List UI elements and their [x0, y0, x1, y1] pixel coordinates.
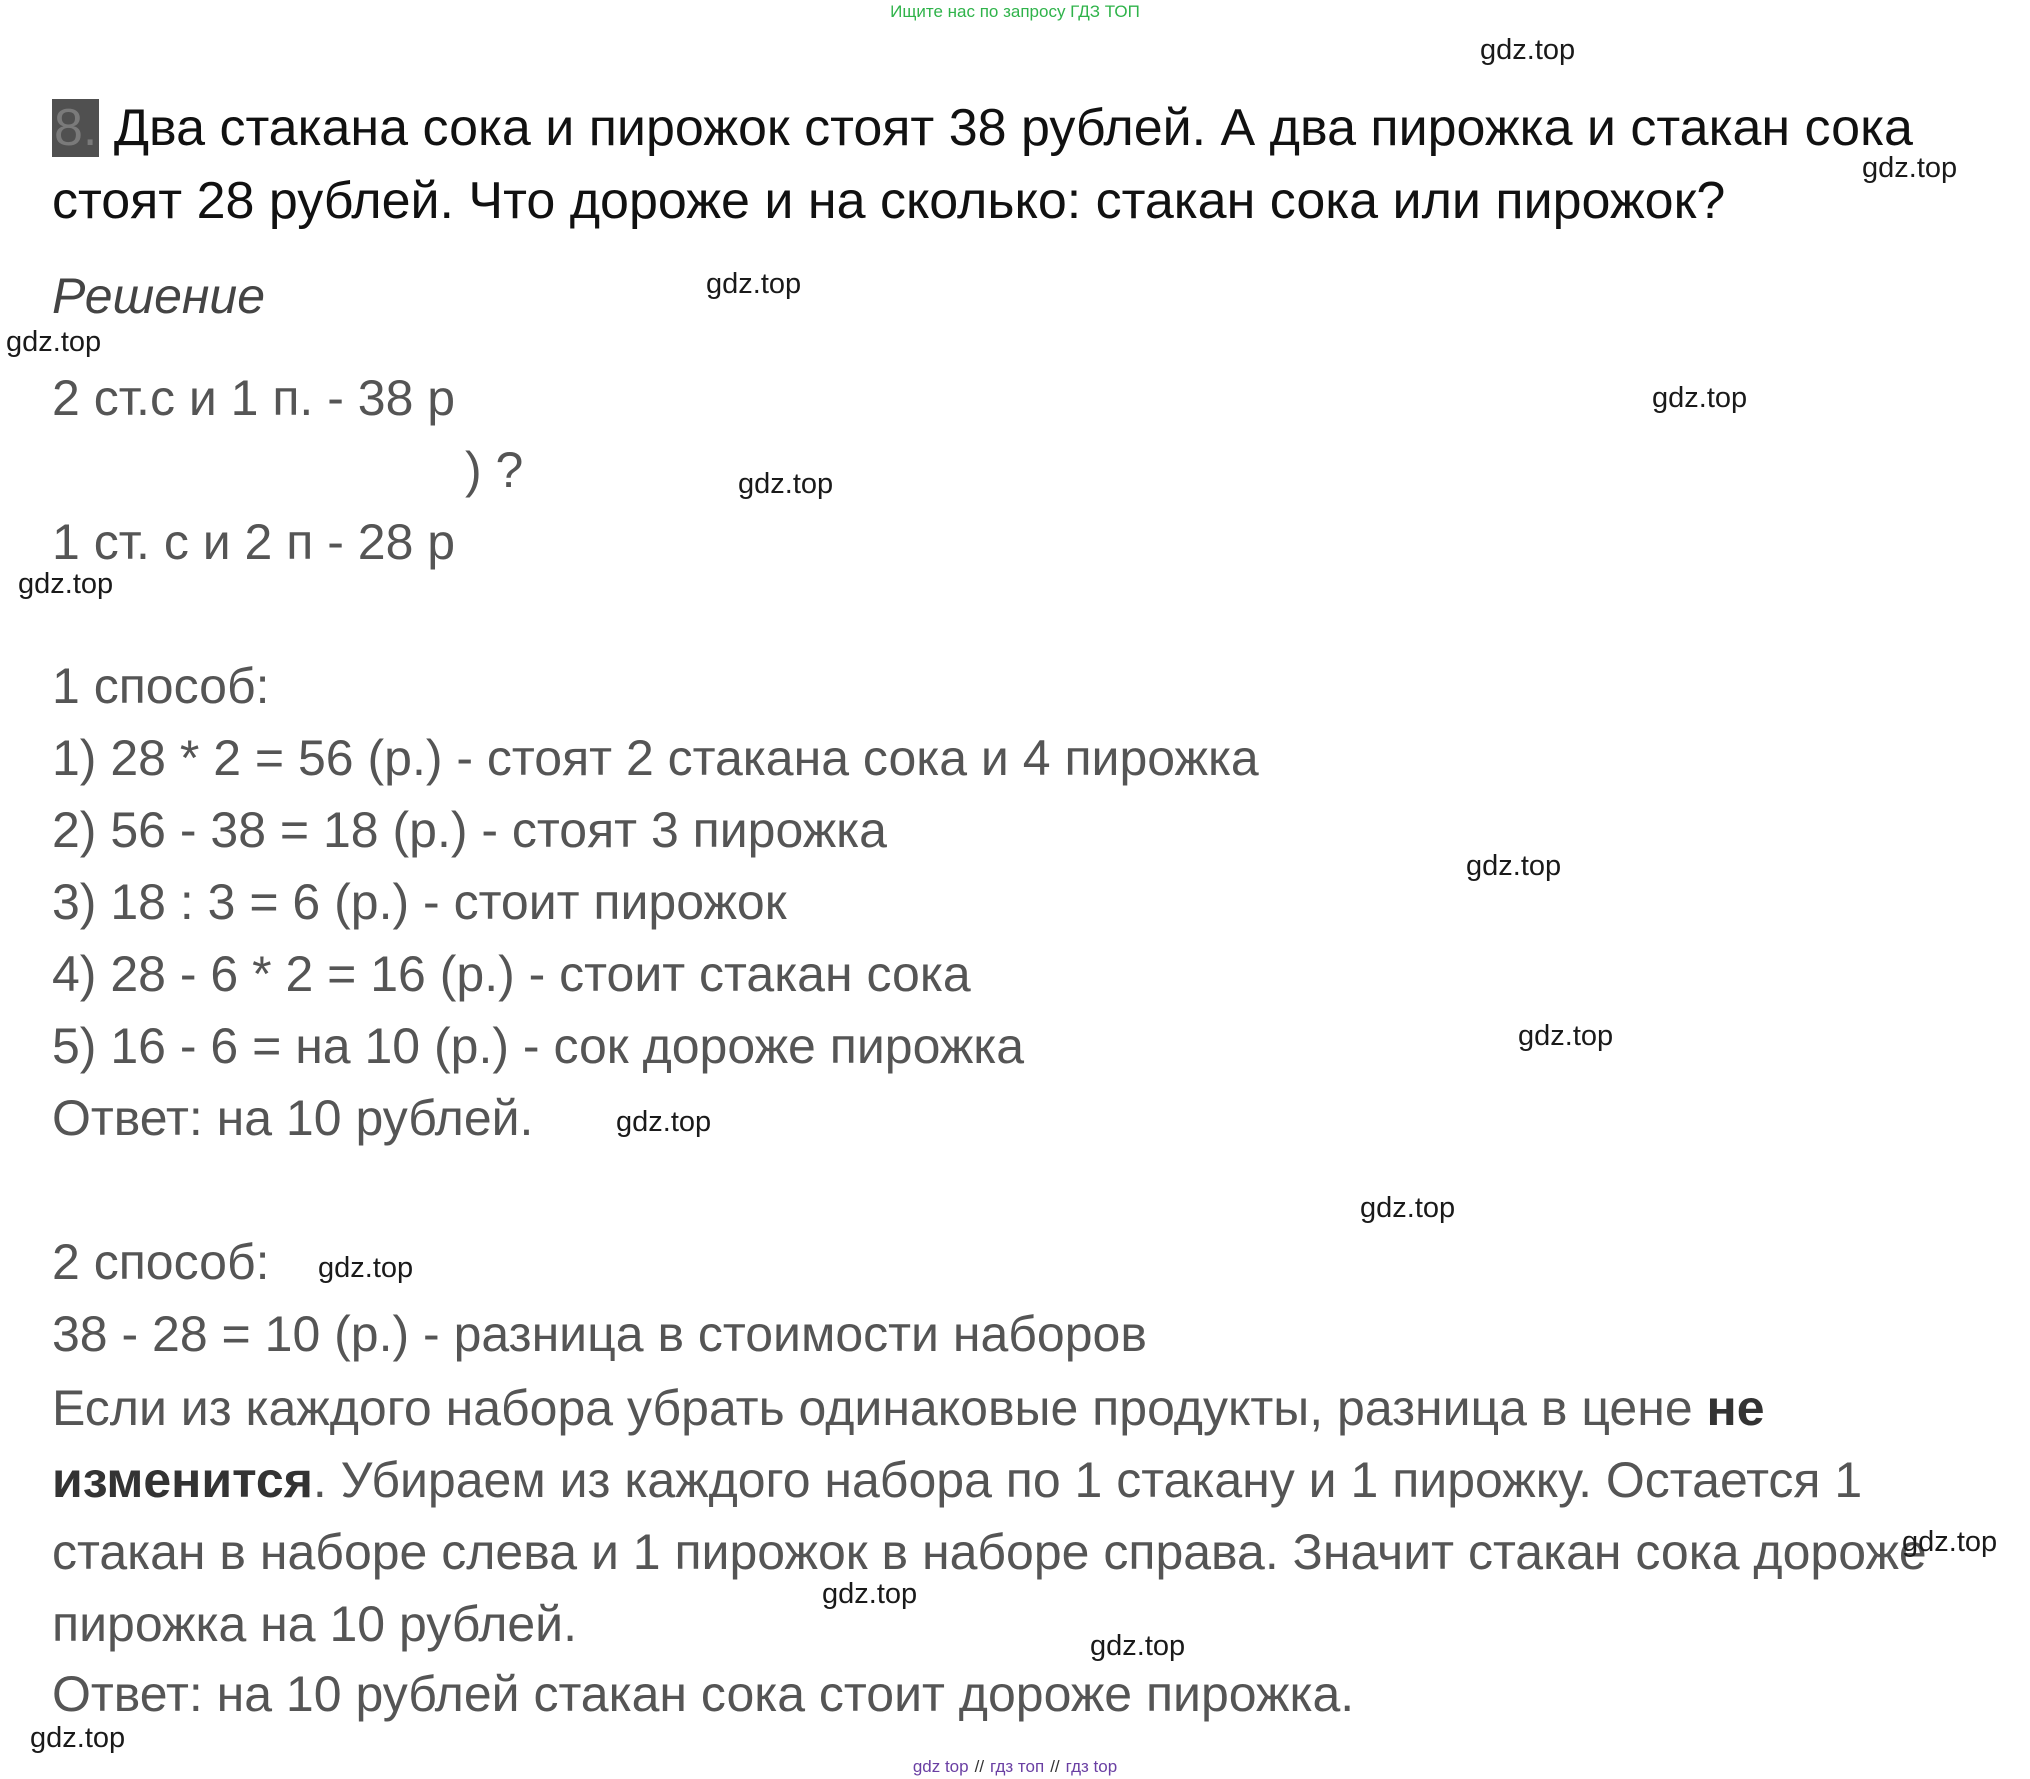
given-line-2: 1 ст. с и 2 п - 28 р: [52, 514, 456, 570]
watermark: gdz.top: [1862, 152, 1958, 184]
method2-explanation-part2: . Убираем из каждого набора по 1 стакану и 1 пирожку. Остается 1 стакан в наборе слева и 1 пирожок в наборе справа. Значит стакан сока дороже пирожка на 10 рублей.: [52, 1452, 1927, 1652]
method1-step-5: 5) 16 - 6 = на 10 (р.) - сок дороже пирожка: [52, 1018, 1025, 1074]
method2-line-1: 38 - 28 = 10 (р.) - разница в стоимости наборов: [52, 1306, 1147, 1362]
watermark: gdz.top: [318, 1252, 414, 1284]
bottom-banner: [0, 1757, 2030, 1777]
method2-title: 2 способ:: [52, 1234, 270, 1290]
method2-answer: Ответ: на 10 рублей стакан сока стоит дороже пирожка.: [52, 1666, 1355, 1722]
watermark: gdz.top: [1090, 1630, 1186, 1662]
method2-explanation-bold: не изменится: [52, 1380, 1765, 1508]
bottom-banner-link-3[interactable]: гдз top: [1065, 1757, 1118, 1776]
watermark: gdz.top: [30, 1722, 126, 1754]
given-line-1: 2 ст.с и 1 п. - 38 р: [52, 370, 456, 426]
watermark: gdz.top: [1652, 382, 1748, 414]
watermark: gdz.top: [616, 1106, 712, 1138]
task-statement: [52, 92, 2012, 238]
method1-step-1: 1) 28 * 2 = 56 (р.) - стоят 2 стакана сока и 4 пирожка: [52, 730, 1259, 786]
method2-explanation: [52, 1372, 2012, 1660]
watermark: gdz.top: [1360, 1192, 1456, 1224]
method1-title: 1 способ:: [52, 658, 270, 714]
watermark: gdz.top: [822, 1578, 918, 1610]
bottom-banner-separator: //: [1050, 1757, 1060, 1776]
bottom-banner-link-1[interactable]: gdz top: [912, 1757, 969, 1776]
watermark: gdz.top: [1466, 850, 1562, 882]
watermark: gdz.top: [6, 326, 102, 358]
solution-heading: Решение: [52, 268, 266, 324]
given-brace-question: ) ?: [465, 442, 524, 498]
method1-step-2: 2) 56 - 38 = 18 (р.) - стоят 3 пирожка: [52, 802, 887, 858]
watermark: gdz.top: [1902, 1526, 1998, 1558]
bottom-banner-link-2[interactable]: гдз топ: [990, 1757, 1045, 1776]
watermark: gdz.top: [706, 268, 802, 300]
top-banner: Ищите нас по запросу ГДЗ ТОП: [890, 2, 1140, 21]
watermark: gdz.top: [738, 468, 834, 500]
task-text: Два стакана сока и пирожок стоят 38 рублей. А два пирожка и стакан сока стоят 28 рублей. Что дороже и на сколько: стакан сока или пирожок?: [52, 99, 1913, 230]
watermark: gdz.top: [1518, 1020, 1614, 1052]
task-number: 8.: [54, 99, 98, 157]
watermark: gdz.top: [18, 568, 114, 600]
method1-step-4: 4) 28 - 6 * 2 = 16 (р.) - стоит стакан сока: [52, 946, 971, 1002]
method1-step-3: 3) 18 : 3 = 6 (р.) - стоит пирожок: [52, 874, 787, 930]
bottom-banner-separator: //: [974, 1757, 985, 1776]
method2-explanation-part1: Если из каждого набора убрать одинаковые продукты, разница в цене: [52, 1380, 1707, 1436]
method1-answer: Ответ: на 10 рублей.: [52, 1090, 534, 1146]
watermark: gdz.top: [1480, 34, 1576, 66]
